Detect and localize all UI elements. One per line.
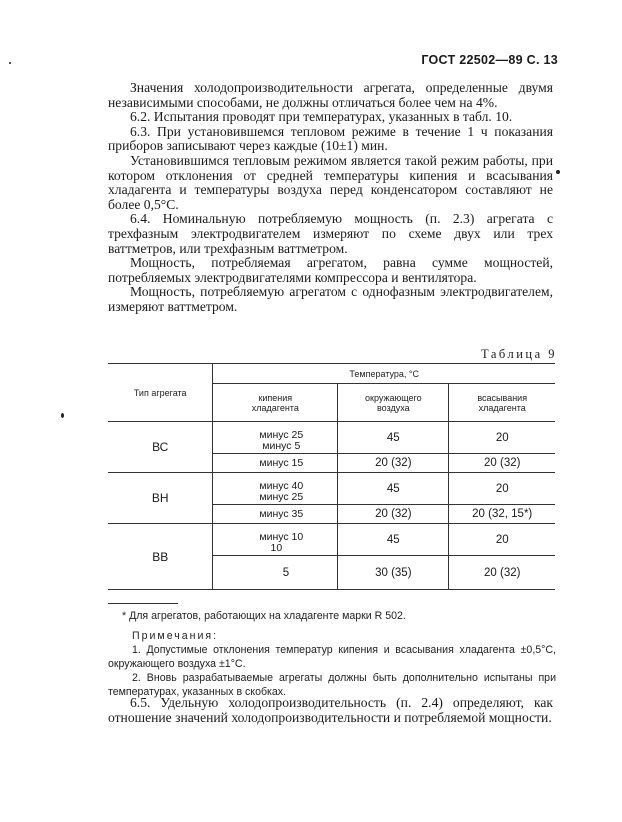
boiling-value: минус 35 <box>213 505 338 524</box>
temperature-table <box>108 363 555 590</box>
boiling-value: 10 <box>270 541 283 554</box>
boiling-value: минус 25 <box>259 490 304 503</box>
table-cell <box>213 473 338 505</box>
group-type-vv: ВВ <box>108 524 213 590</box>
suction-value: 20 (32) <box>449 556 555 590</box>
scan-speck <box>9 62 11 64</box>
table-caption: Таблица 9 <box>481 347 557 361</box>
ambient-value: 45 <box>338 473 449 505</box>
footnote-text: * Для агрегатов, работающих на хладагенте марки R 502. <box>122 610 406 622</box>
suction-value: 20 (32) <box>449 454 555 473</box>
note-2: 2. Вновь разрабатываемые агрегаты должны быть дополнительно испытаны при температурах, указанных в скобках. <box>108 672 556 698</box>
notes <box>108 629 556 699</box>
ambient-value: 20 (32) <box>338 454 449 473</box>
group-type-vs: ВС <box>108 422 213 473</box>
boiling-value: минус 5 <box>262 439 301 452</box>
boiling-value: минус 25 <box>259 428 304 441</box>
header-temperature: Температура, °С <box>213 364 555 384</box>
ambient-value: 45 <box>338 422 449 454</box>
header-ambient: окружающего воздуха <box>338 384 449 422</box>
suction-value: 20 <box>449 473 555 505</box>
section-text <box>108 81 553 315</box>
paragraph-p7: Мощность, потребляемую агрегатом с однофазным электродвигателем, измеряют ваттметром. <box>108 284 553 314</box>
scan-speck <box>556 170 560 174</box>
boiling-value: минус 15 <box>213 454 338 473</box>
suction-value: 20 (32, 15*) <box>449 505 555 524</box>
ambient-value: 30 (35) <box>338 556 449 590</box>
boiling-value: 5 <box>213 556 338 590</box>
ambient-value: 20 (32) <box>338 505 449 524</box>
page-header: ГОСТ 22502—89 С. 13 <box>421 53 558 67</box>
table-cell <box>213 524 338 556</box>
scan-speck <box>61 413 64 418</box>
note-1: 1. Допустимые отклонения температур кипения и всасывания хладагента ±0,5°С, окружающего воздуха ±1°С. <box>108 644 556 670</box>
paragraph-p6: Мощность, потребляемая агрегатом, равна сумме мощностей, потребляемых электродвигателями компрессора и вентилятора. <box>108 255 553 285</box>
footnote <box>108 609 556 623</box>
paragraph-p4: Установившимся тепловым режимом является такой режим работы, при котором отклонения от средней температуры кипения и всасывания хладагента и температуры воздуха перед конденсатором составляют не более 0,5°С. <box>108 152 553 212</box>
header-type: Тип агрегата <box>108 364 213 422</box>
suction-value: 20 <box>449 422 555 454</box>
ambient-value: 45 <box>338 524 449 556</box>
paragraph-p8: 6.5. Удельную холодопроизводительность (п. 2.4) определяют, как отношение значений холодопроизводительности и потребляемой мощности. <box>108 695 553 725</box>
paragraph-p5: 6.4. Номинальную потребляемую мощность (п. 2.3) агрегата с трехфазным электродвигателем измеряют по схеме двух или трех ваттметров, или трехфазным ваттметром. <box>108 211 553 256</box>
paragraph-p2: 6.2. Испытания проводят при температурах, указанных в табл. 10. <box>130 109 513 125</box>
suction-value: 20 <box>449 524 555 556</box>
boiling-value: минус 10 <box>259 530 304 543</box>
table-cell <box>213 422 338 454</box>
footnote-divider <box>108 603 178 604</box>
paragraph-p1: Значения холодопроизводительности агрегата, определенные двумя независимыми способами, не должны отличаться более чем на 4%. <box>108 80 553 110</box>
boiling-value: минус 40 <box>259 479 304 492</box>
paragraph-p3: 6.3. При установившемся тепловом режиме в течение 1 ч показания приборов записывают через каждые (10±1) мин. <box>108 123 553 154</box>
group-type-vn: ВН <box>108 473 213 524</box>
header-suction: всасывания хладагента <box>477 392 528 413</box>
notes-title: Примечания: <box>132 630 219 642</box>
section-6-5 <box>108 696 553 725</box>
header-boiling: кипения хладагента <box>213 384 338 422</box>
